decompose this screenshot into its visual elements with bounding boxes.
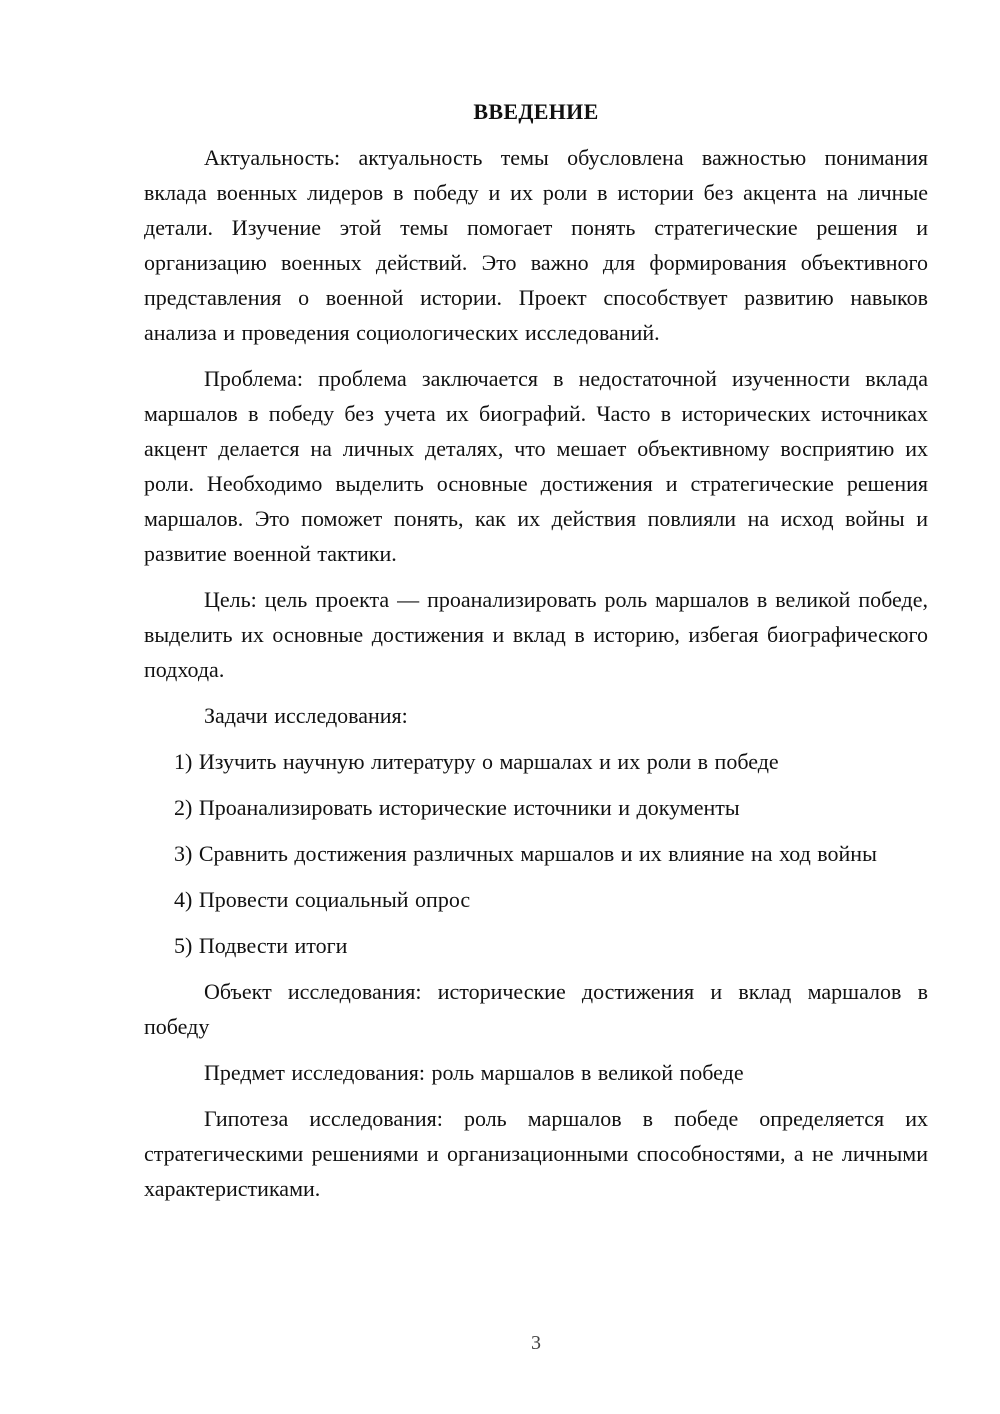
- paragraph-object: Объект исследования: исторические достижения и вклад маршалов в победу: [144, 979, 928, 1039]
- task-item-5: 5) Подвести итоги: [174, 933, 348, 958]
- paragraph-problem: Проблема: проблема заключается в недостаточной изученности вклада маршалов в победу без учета их биографий. Часто в исторических источниках акцент делается на личных деталях, что мешает объективному восприятию их роли. Необходимо выделить основные достижения и стратегические решения маршалов. Это поможет понять, как их действия повлияли на исход войны и развитие военной тактики.: [144, 366, 928, 566]
- paragraph-hypothesis: Гипотеза исследования: роль маршалов в победе определяется их стратегическими решениями и организационными способностями, а не личными характеристиками.: [144, 1106, 928, 1201]
- page-title: ВВЕДЕНИЕ: [473, 99, 599, 124]
- task-item-2: 2) Проанализировать исторические источники и документы: [174, 795, 740, 820]
- task-item-4: 4) Провести социальный опрос: [174, 887, 471, 912]
- paragraph-tasks-heading: Задачи исследования:: [204, 703, 408, 728]
- paragraph-relevance: Актуальность: актуальность темы обусловлена важностью понимания вклада военных лидеров в победу и их роли в истории без акцента на личные детали. Изучение этой темы помогает понять стратегические решения и организацию военных действий. Это важно для формирования объективного представления о военной истории. Проект способствует развитию навыков анализа и проведения социологических исследований.: [144, 145, 928, 345]
- task-item-1: 1) Изучить научную литературу о маршалах и их роли в победе: [174, 749, 779, 774]
- task-item-3: 3) Сравнить достижения различных маршалов и их влияние на ход войны: [174, 841, 877, 866]
- page-number: 3: [531, 1332, 541, 1354]
- paragraph-subject: Предмет исследования: роль маршалов в великой победе: [204, 1060, 744, 1085]
- page-content: [144, 94, 928, 1217]
- paragraph-goal: Цель: цель проекта — проанализировать роль маршалов в великой победе, выделить их основные достижения и вклад в историю, избегая биографического подхода.: [144, 587, 928, 682]
